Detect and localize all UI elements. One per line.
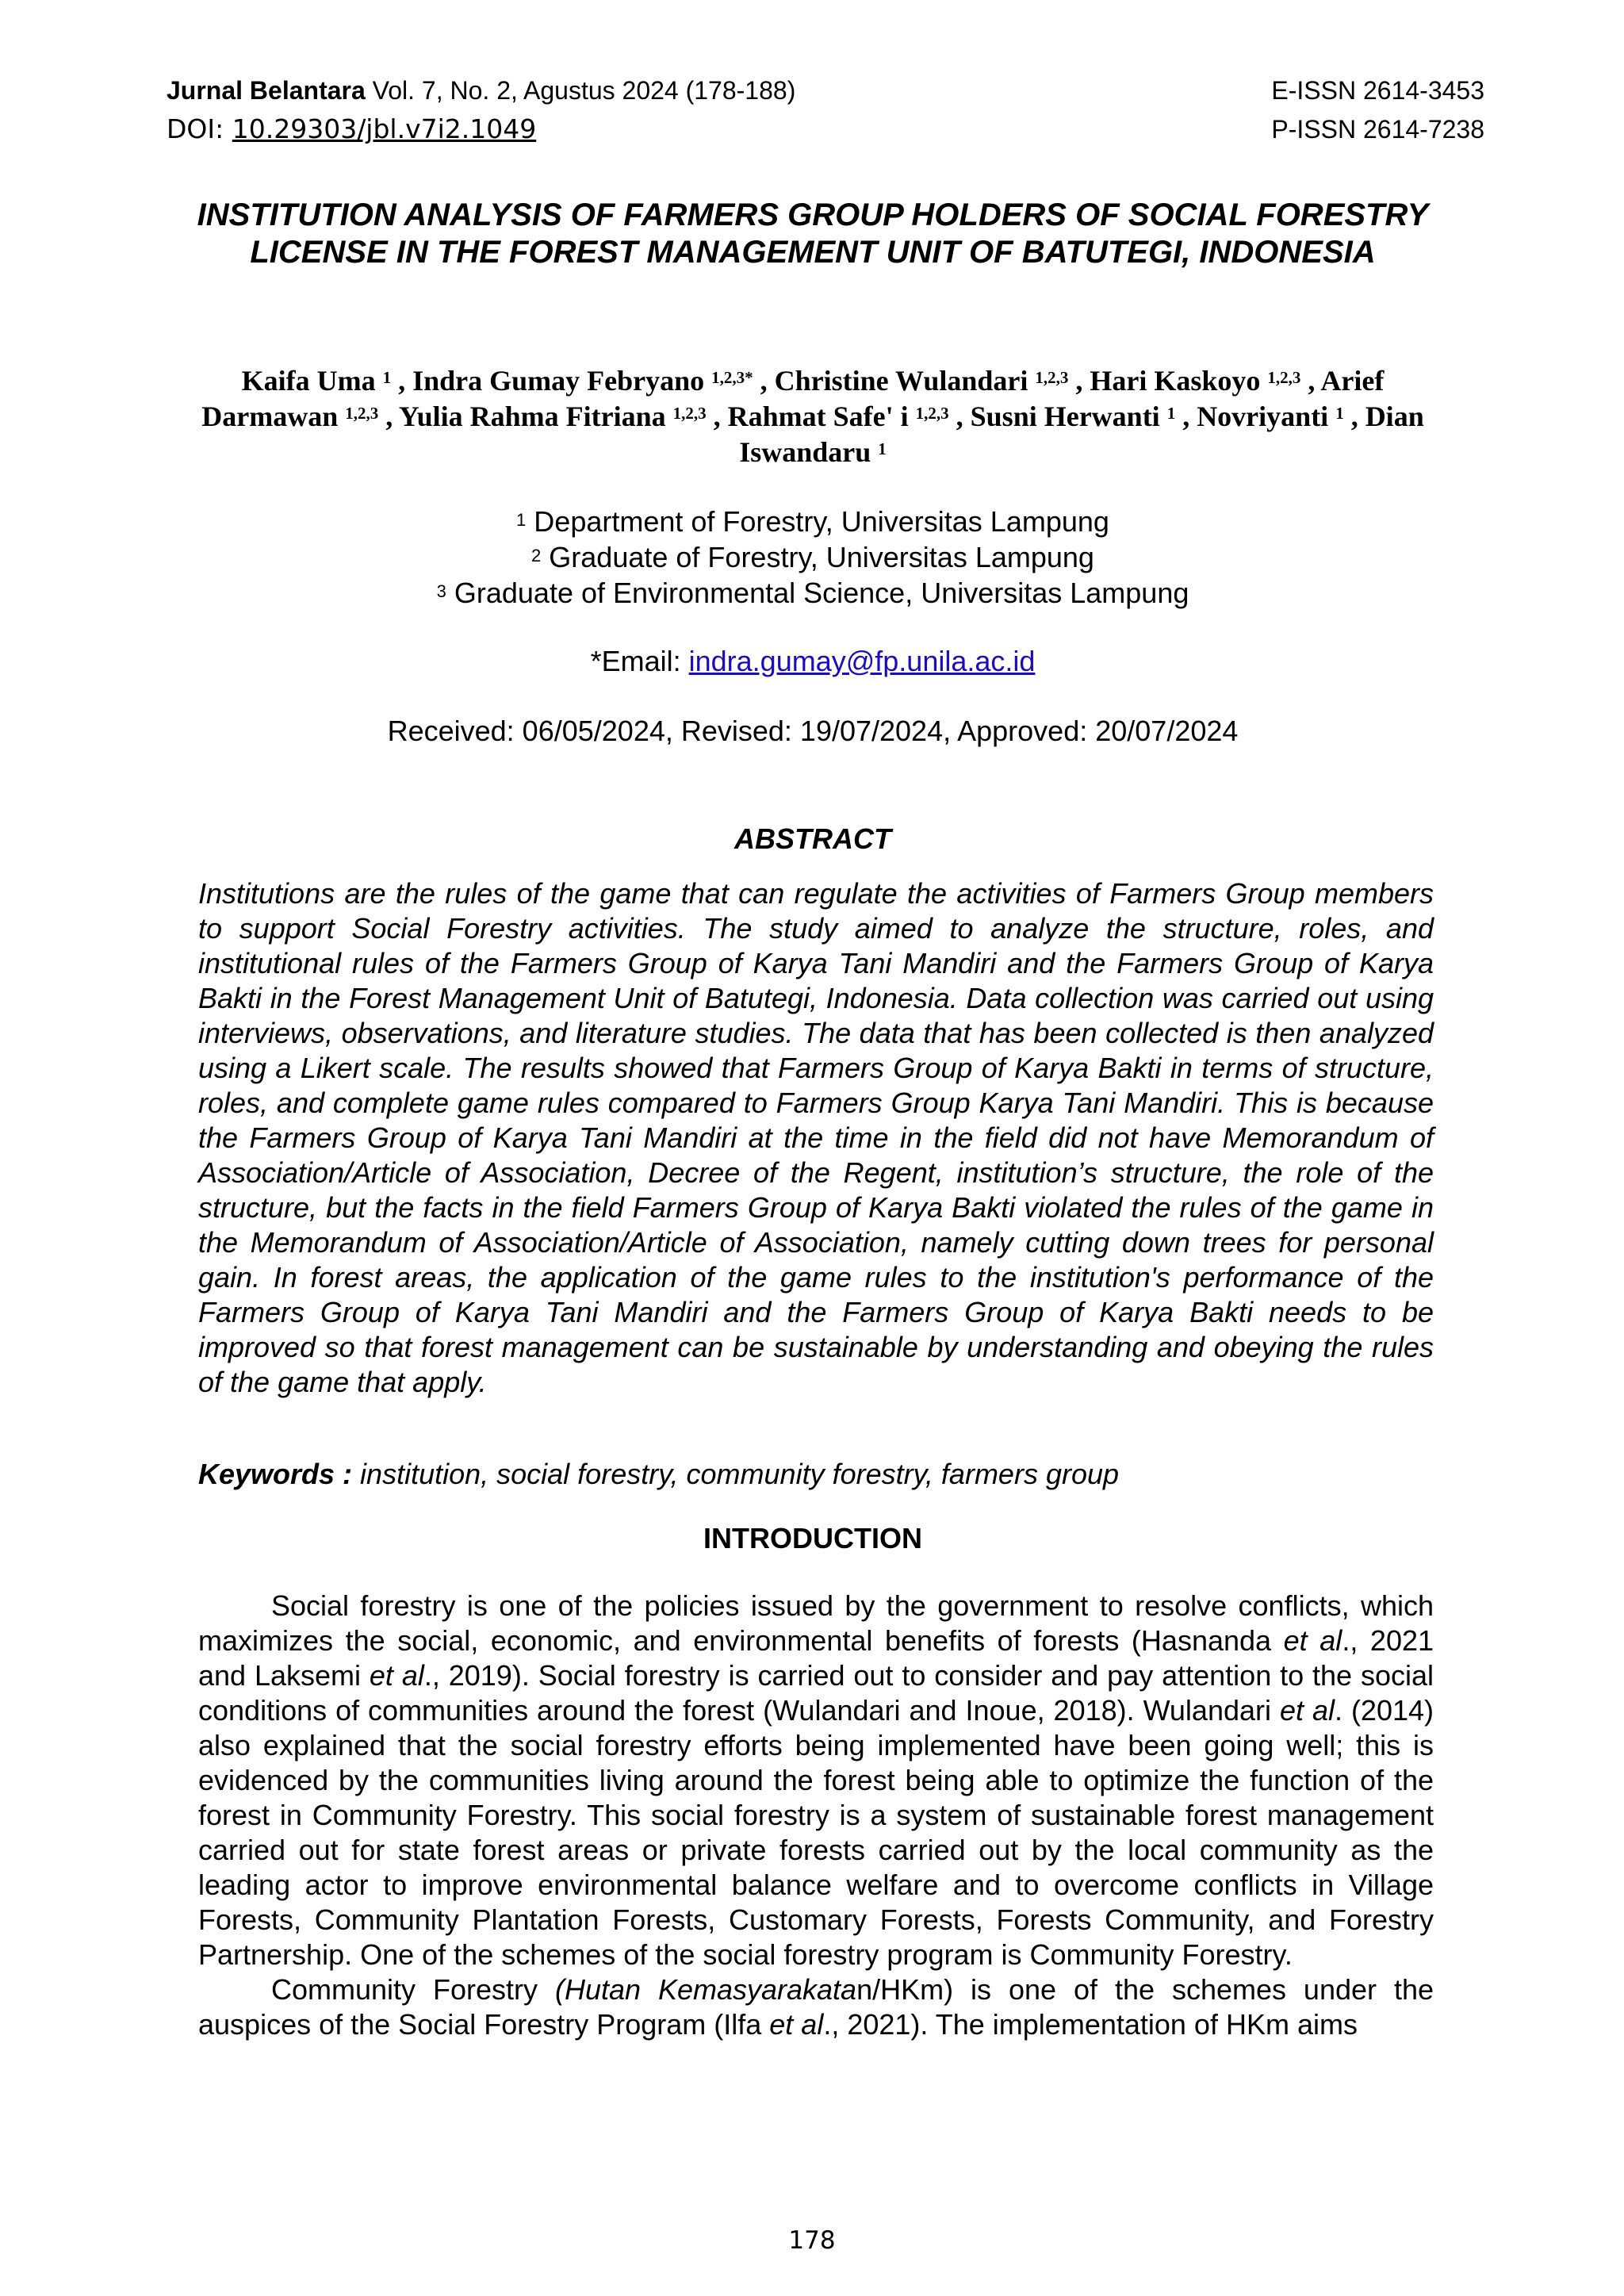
- keywords: [198, 1457, 1434, 1492]
- keywords-list: institution, social forestry, community forestry, farmers group: [352, 1458, 1120, 1490]
- affiliation-number: 3: [436, 581, 446, 601]
- doi-label: DOI:: [167, 113, 232, 144]
- corresponding-email: [182, 644, 1443, 679]
- text-run: n/HKm) is one of the schemes under the auspices of the Social Forestry Program (Ilfa: [198, 1973, 1434, 2041]
- author-name: Yulia Rahma Fitriana: [398, 401, 666, 432]
- italic-run: (Hutan Kemasyarakata: [554, 1973, 857, 2006]
- author-name: Christine Wulandari: [774, 365, 1028, 397]
- page-number: 178: [788, 2226, 836, 2255]
- email-label: *Email:: [590, 645, 689, 677]
- abstract-text: Institutions are the rules of the game that can regulate the activities of Farmers Group members to support Social Forestry activities. The study aimed to analyze the structure, roles, and institutional rules of the Farmers Group of Karya Tani Mandiri and the Farmers Group of Karya Bakti in the Forest Management Unit of Batutegi, Indonesia. Data collection was carried out using interviews, observations, and literature studies. The data that has been collected is then analyzed using a Likert scale. The results showed that Farmers Group of Karya Bakti in terms of structure, roles, and complete game rules compared to Farmers Group Karya Tani Mandiri. This is because the Farmers Group of Karya Tani Mandiri at the time in the field did not have Memorandum of Association/Article of Association, Decree of the Regent, institution’s structure, the role of the structure, but the facts in the field Farmers Group of Karya Bakti violated the rules of the game in the Memorandum of Association/Article of Association, namely cutting down trees for personal gain. In forest areas, the application of the game rules to the institution's performance of the Farmers Group of Karya Tani Mandiri and the Farmers Group of Karya Bakti needs to be improved so that forest management can be sustainable by understanding and obeying the rules of the game that apply.: [198, 877, 1434, 1398]
- author-affiliation: 1: [1166, 404, 1176, 423]
- doi-link[interactable]: 10.29303/jbl.v7i2.1049: [232, 113, 537, 144]
- author-affiliation: 1,2,3: [1035, 368, 1069, 387]
- text-run: ., 2021 and Laksemi: [198, 1624, 1434, 1692]
- keywords-label: Keywords :: [198, 1458, 353, 1490]
- doi-line: [167, 113, 536, 145]
- author-affiliation: 1,2,3: [1267, 368, 1301, 387]
- author-affiliation: 1: [878, 439, 887, 458]
- journal-volume: Vol. 7, No. 2, Agustus 2024 (178-188): [365, 76, 796, 105]
- email-link[interactable]: indra.gumay@fp.unila.ac.id: [688, 645, 1036, 677]
- author-affiliation: 1,2,3: [345, 404, 379, 423]
- text-run: ., 2019). Social forestry is carried out to consider and pay attention to the social conditions of communities around the forest (Wulandari and Inoue, 2018). Wulandari: [198, 1659, 1434, 1727]
- affiliation-1: [182, 504, 1443, 539]
- author-affiliation: 1,2,3: [915, 404, 949, 423]
- paper-title: INSTITUTION ANALYSIS OF FARMERS GROUP HOLDERS OF SOCIAL FORESTRY LICENSE IN THE FOREST MANAGEMENT UNIT OF BATUTEGI, INDONESIA: [197, 197, 1429, 270]
- italic-run: et al: [1283, 1624, 1342, 1657]
- pissn: P-ISSN 2614-7238: [1271, 115, 1484, 144]
- text-run: . (2014) also explained that the social forestry efforts being implemented have been going well; this is evidenced by the communities living around the forest being able to optimize the function of the forest in Community Forestry. This social forestry is a system of sustainable forest management carried out for state forest areas or private forests carried out by the local community as the leading actor to improve environmental balance welfare and to overcome conflicts in Village Forests, Community Plantation Forests, Customary Forests, Forests Community, and Forestry Partnership. One of the schemes of the social forestry program is Community Forestry.: [198, 1694, 1434, 1971]
- author-name: Dian Iswandaru: [739, 401, 1424, 468]
- affiliation-text: Graduate of Environmental Science, Universitas Lampung: [446, 577, 1189, 609]
- affiliation-number: 2: [531, 546, 542, 565]
- affiliation-2: [182, 540, 1443, 575]
- submission-dates: Received: 06/05/2024, Revised: 19/07/2024, Approved: 20/07/2024: [387, 715, 1239, 747]
- author-name: Arief Darmawan: [201, 365, 1385, 432]
- affiliation-text: Department of Forestry, Universitas Lampung: [526, 505, 1109, 538]
- paragraph: [198, 1589, 1434, 1972]
- author-name: Susni Herwanti: [970, 401, 1160, 432]
- author-affiliation: 1: [1335, 404, 1344, 423]
- author-name: Novriyanti: [1197, 401, 1329, 432]
- journal-citation: [167, 75, 795, 106]
- introduction-body: [198, 1589, 1434, 2042]
- author-name: Rahmat Safe' i: [727, 401, 909, 432]
- text-run: Social forestry is one of the policies issued by the government to resolve conflicts, which maximizes the social, economic, and environmental benefits of forests (Hasnanda: [198, 1589, 1434, 1657]
- author-affiliation: 1: [382, 368, 392, 387]
- text-run: Community Forestry: [271, 1973, 555, 2006]
- abstract-heading: ABSTRACT: [734, 822, 891, 855]
- author-name: Indra Gumay Febryano: [412, 365, 705, 397]
- author-affiliation: 1,2,3*: [711, 368, 753, 387]
- author-affiliation: 1,2,3: [672, 404, 707, 423]
- author-name: Kaifa Uma: [241, 365, 376, 397]
- paragraph: [198, 1972, 1434, 2042]
- italic-run: et al: [369, 1659, 424, 1692]
- author-name: Hari Kaskoyo: [1090, 365, 1261, 397]
- affiliation-number: 1: [516, 510, 527, 530]
- affiliation-3: [182, 576, 1443, 611]
- affiliation-text: Graduate of Forestry, Universitas Lampung: [541, 541, 1094, 573]
- italic-run: et al: [769, 2008, 824, 2041]
- italic-run: et al: [1279, 1694, 1335, 1727]
- author-list: Kaifa Uma $^1$ , Indra Gumay Febryano $^{1,2,3*}$ , Christine Wulandari $^{1,2,3}$ , Hari Kaskoyo $^{1,2,3}$ , Arief Darmawan $^{1,2,3}$ , Yulia Rahma Fitriana $^{1,2,3}$ , Rahmat Safe' i $^{1,2,3}$ , Susni Herwanti $^1$ , Novriyanti $^1$ , Dian Iswandaru $^1$: [201, 365, 1424, 468]
- journal-name: Jurnal Belantara: [167, 76, 366, 105]
- introduction-heading: INTRODUCTION: [703, 1522, 922, 1554]
- text-run: ., 2021). The implementation of HKm aims: [823, 2008, 1358, 2041]
- eissn: E-ISSN 2614-3453: [1271, 76, 1484, 105]
